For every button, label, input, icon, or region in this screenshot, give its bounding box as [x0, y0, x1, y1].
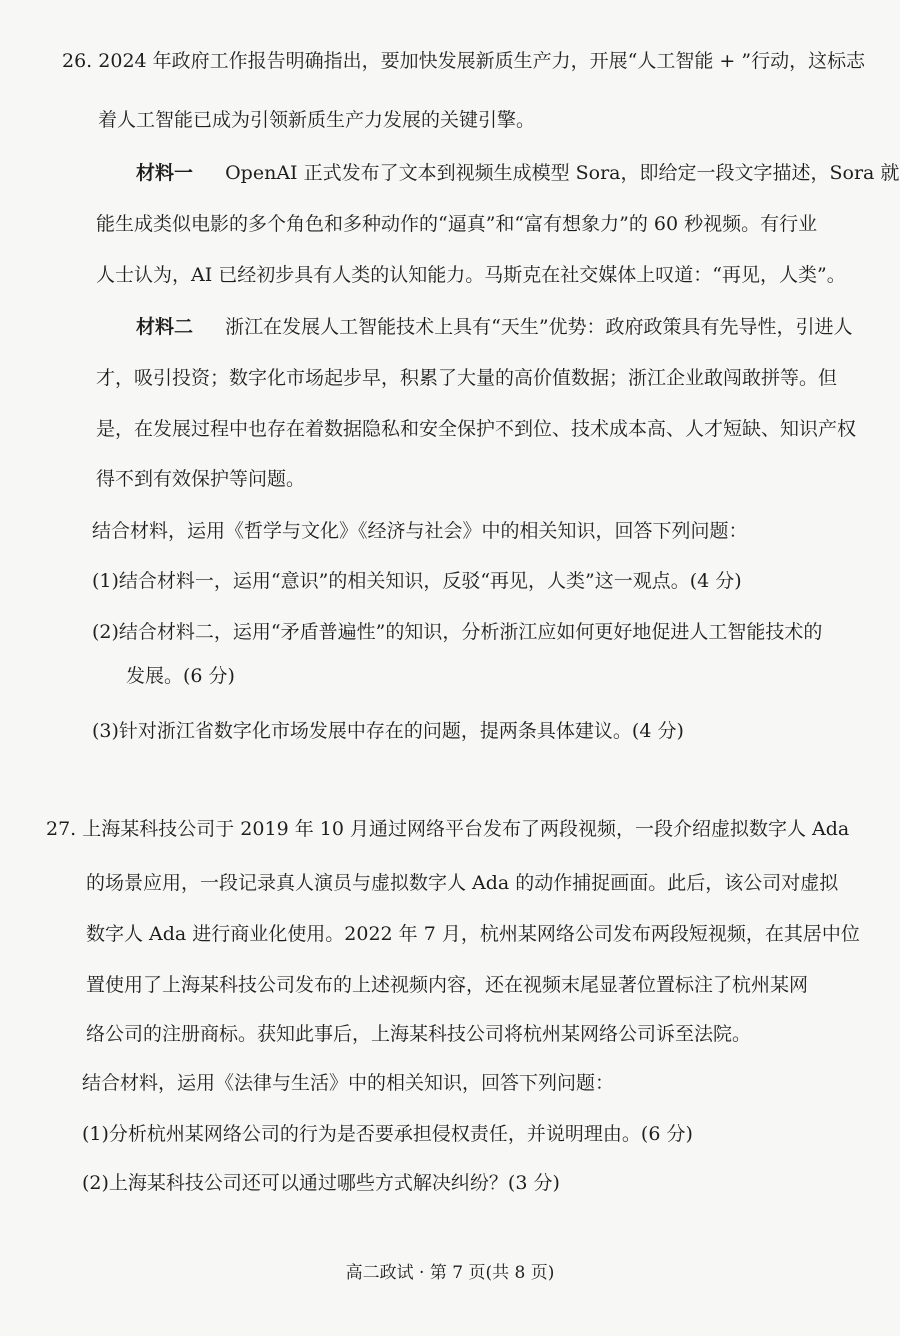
q26-material2-line3: 是，在发展过程中也存在着数据隐私和安全保护不到位、技术成本高、人才短缺、知识产权 — [96, 418, 857, 440]
q26-material1-line1 — [136, 162, 899, 185]
q27-subquestion-2: (2)上海某科技公司还可以通过哪些方式解决纠纷？(3 分) — [82, 1172, 560, 1194]
q27-line5: 络公司的注册商标。获知此事后，上海某科技公司将杭州某网络公司诉至法院。 — [86, 1023, 752, 1045]
q27-instruction: 结合材料，运用《法律与生活》中的相关知识，回答下列问题： — [82, 1072, 615, 1094]
q27-number: 27. — [46, 818, 77, 840]
q26-subquestion-2-line1: (2)结合材料二，运用“矛盾普遍性”的知识，分析浙江应如何更好地促进人工智能技术的 — [92, 621, 823, 643]
q26-material2-line1 — [136, 316, 853, 339]
q27-subquestion-1: (1)分析杭州某网络公司的行为是否要承担侵权责任，并说明理由。(6 分) — [82, 1123, 693, 1145]
q26-instruction: 结合材料，运用《哲学与文化》《经济与社会》中的相关知识，回答下列问题： — [92, 520, 748, 542]
q26-stem-line1 — [62, 50, 865, 73]
material2-label: 材料二 — [136, 316, 194, 338]
q26-stem-line2: 着人工智能已成为引领新质生产力发展的关键引擎。 — [98, 109, 536, 131]
q27-line1 — [46, 818, 849, 841]
q26-number: 26. — [62, 50, 93, 72]
q27-line4: 置使用了上海某科技公司发布的上述视频内容，还在视频末尾显著位置标注了杭州某网 — [86, 974, 809, 996]
material1-text-1: OpenAI 正式发布了文本到视频生成模型 Sora，即给定一段文字描述，Sora 就 — [225, 162, 900, 184]
q26-material1-line2: 能生成类似电影的多个角色和多种动作的“逼真”和“富有想象力”的 60 秒视频。有行业 — [96, 213, 818, 235]
q26-subquestion-3: (3)针对浙江省数字化市场发展中存在的问题，提两条具体建议。(4 分) — [92, 720, 684, 742]
q27-text-1: 上海某科技公司于 2019 年 10 月通过网络平台发布了两段视频，一段介绍虚拟数字人 Ada — [82, 818, 850, 840]
q26-material1-line3: 人士认为，AI 已经初步具有人类的认知能力。马斯克在社交媒体上叹道：“再见，人类”。 — [96, 264, 846, 286]
q27-line3: 数字人 Ada 进行商业化使用。2022 年 7 月，杭州某网络公司发布两段短视频，在其居中位 — [86, 923, 860, 945]
q26-material2-line2: 才，吸引投资；数字化市场起步早，积累了大量的高价值数据；浙江企业敢闯敢拼等。但 — [96, 367, 838, 389]
page-footer: 高二政试 · 第 7 页(共 8 页) — [345, 1263, 555, 1283]
q26-stem-text-1: 2024 年政府工作报告明确指出，要加快发展新质生产力，开展“人工智能 + ”行动，这标志 — [98, 50, 866, 72]
material2-text-1: 浙江在发展人工智能技术上具有“天生”优势：政府政策具有先导性，引进人 — [225, 316, 853, 338]
q26-subquestion-1: (1)结合材料一，运用“意识”的相关知识，反驳“再见，人类”这一观点。(4 分) — [92, 570, 742, 592]
q26-subquestion-2-line2: 发展。(6 分) — [126, 665, 235, 687]
q26-material2-line4: 得不到有效保护等问题。 — [96, 468, 306, 490]
material1-label: 材料一 — [136, 162, 194, 184]
q27-line2: 的场景应用，一段记录真人演员与虚拟数字人 Ada 的动作捕捉画面。此后，该公司对虚拟 — [86, 872, 839, 894]
